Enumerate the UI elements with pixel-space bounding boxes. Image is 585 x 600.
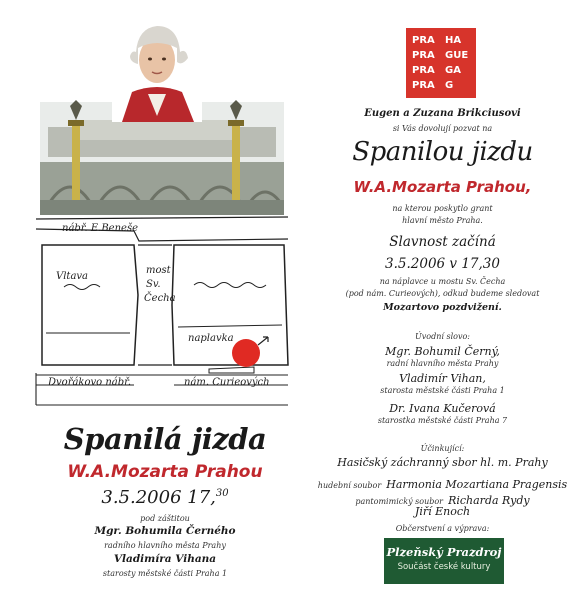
left-date-main: 3.5.2006 17,: [101, 487, 216, 508]
logo-text: PRA: [412, 35, 435, 46]
logo-text: PRA: [412, 50, 435, 61]
speaker2-name: Vladimír Vihan,: [399, 372, 486, 385]
left-person1-role: radního hlavního města Prahy: [104, 541, 226, 550]
left-subtitle: W.A.Mozarta Prahou: [67, 462, 263, 482]
performer4: Jiří Enoch: [414, 505, 471, 518]
logo-text: G: [445, 80, 454, 91]
left-date-sup: 30: [215, 488, 229, 499]
logo-text: HA: [445, 35, 462, 46]
start-label: Slavnost začíná: [389, 234, 496, 250]
left-person2-role: starosty městské části Praha 1: [102, 569, 228, 578]
left-patronage: pod záštitou: [140, 514, 190, 523]
invite-line: si Vás dovolují pozvat na: [392, 124, 493, 133]
place-line-2: (pod nám. Curieových), odkud budeme sledovat: [345, 289, 540, 298]
intro-label: Úvodní slovo:: [415, 332, 470, 341]
location-map: [34, 215, 290, 407]
map-label-embankment: nábř. E.Beneše: [62, 223, 138, 234]
sponsor-name: Plzeňský Prazdroj: [386, 545, 502, 559]
performer1: Hasičský záchranný sbor hl. m. Prahy: [337, 456, 548, 469]
speaker3-role: starostka městské části Praha 7: [377, 416, 508, 425]
refresh-label: Občerstvení a výprava:: [395, 524, 490, 533]
speaker1-name: Mgr. Bohumil Černý,: [385, 345, 500, 358]
map-label-river: Vltava: [56, 271, 89, 282]
performer2: Harmonia Mozartiana Pragensis: [386, 478, 568, 491]
sponsor-tagline: Součást české kultury: [397, 562, 491, 572]
mozart-bridge-photo: [40, 12, 284, 215]
praha-logo: [406, 28, 476, 98]
right-title: Spanilou jizdu: [352, 137, 533, 167]
map-label-bridge-3: Čecha: [144, 293, 176, 304]
right-date: 3.5.2006 v 17,30: [385, 256, 500, 272]
map-label-bridge-1: most: [146, 265, 171, 276]
grant-line-1: na kterou poskytlo grant: [392, 204, 493, 213]
map-label-landing: naplavka: [188, 333, 234, 344]
right-subtitle: W.A.Mozarta Prahou,: [353, 178, 532, 196]
performer2-prefix: hudební soubor: [317, 481, 382, 490]
left-person1-name: Mgr. Bohumila Černého: [94, 525, 236, 537]
map-label-bridge-2: Sv.: [146, 279, 161, 290]
event-location-marker: [232, 339, 260, 367]
performers-label: Účinkující:: [420, 444, 465, 453]
left-date: [0, 487, 330, 508]
sponsor-logo: [384, 538, 504, 584]
hosts: Eugen a Zuzana Brikciusovi: [364, 108, 521, 119]
logo-text: PRA: [412, 65, 435, 76]
left-title: Spanilá jizda: [63, 422, 267, 456]
logo-text: GA: [445, 65, 461, 76]
map-label-dvorak: Dvořákovo nábř.: [48, 377, 132, 388]
map-label-square: nám. Curieových: [184, 377, 270, 388]
speaker2-role: starosta městské části Praha 1: [380, 386, 505, 395]
place-line-3: Mozartovo pozdvižení.: [383, 302, 502, 313]
grant-line-2: hlavní město Praha.: [402, 216, 483, 225]
logo-text: GUE: [445, 50, 469, 61]
logo-text: PRA: [412, 80, 435, 91]
left-person2-name: Vladimíra Vihana: [113, 553, 217, 565]
speaker3-name: Dr. Ivana Kučerová: [389, 402, 496, 415]
performer3-prefix: pantomimický soubor: [355, 497, 443, 506]
right-panel: [300, 0, 585, 600]
speaker1-role: radní hlavního města Prahy: [386, 359, 499, 368]
performer3: Richarda Rydy: [448, 494, 530, 507]
place-line-1: na náplavce u mostu Sv. Čecha: [379, 277, 506, 286]
